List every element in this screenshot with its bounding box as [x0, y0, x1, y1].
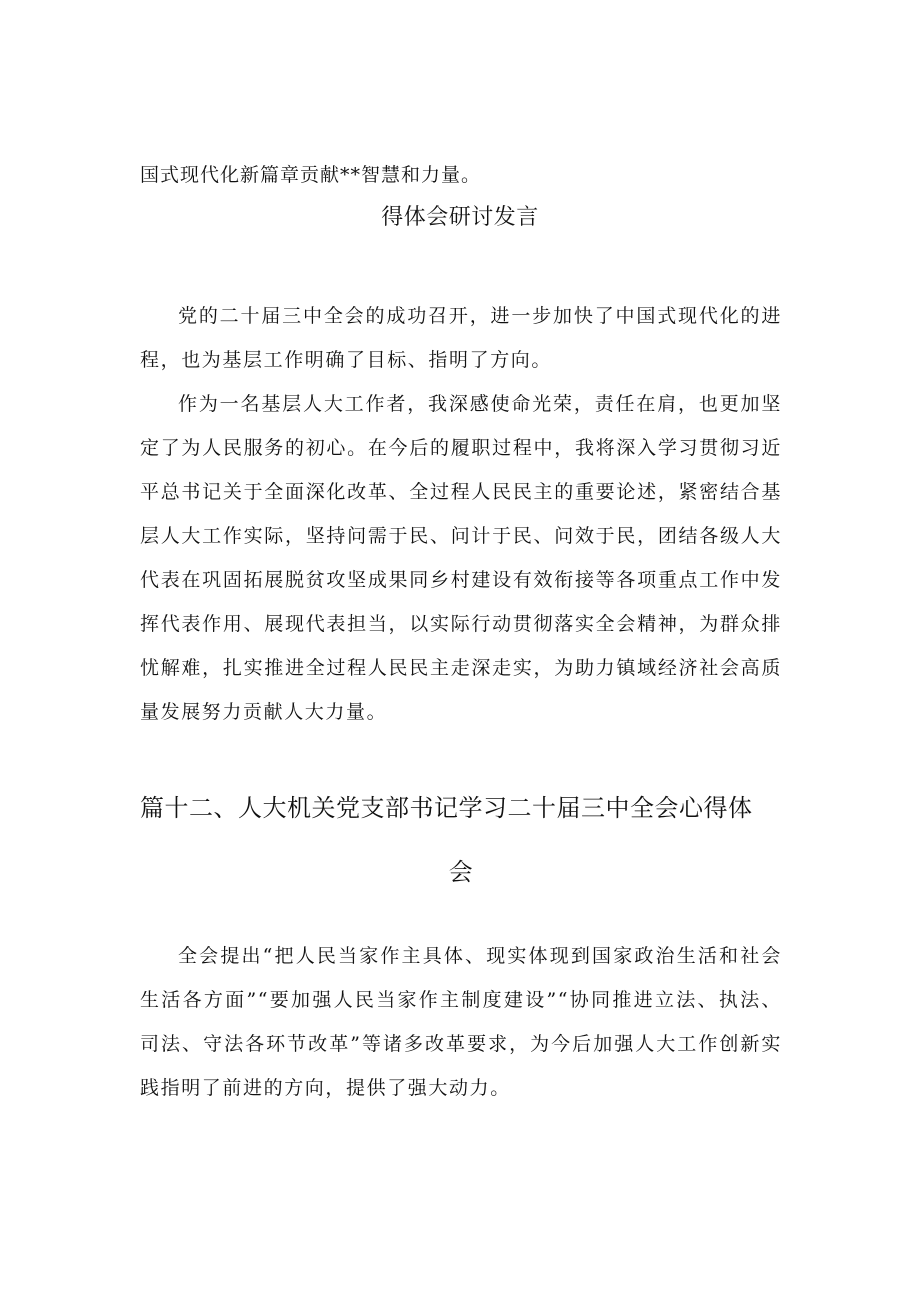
paragraph: 党的二十届三中全会的成功召开，进一步加快了中国式现代化的进程，也为基层工作明确了目标、指明了方向。 — [140, 305, 782, 371]
paragraph: 全会提出“把人民当家作主具体、现实体现到国家政治生活和社会生活各方面”“要加强人民当家作主制度建设”“协同推进立法、执法、司法、守法各环节改革”等诸多改革要求，为今后加强人大工作创新实践指明了前进的方向，提供了强大动力。 — [140, 945, 782, 1099]
chapter-title-line: 会 — [448, 858, 474, 886]
section-title: 得体会研讨发言 — [381, 205, 539, 230]
continuation-line: 国式现代化新篇章贡献**智慧和力量。 — [140, 164, 482, 186]
chapter-title — [140, 776, 782, 904]
paragraph: 作为一名基层人大工作者，我深感使命光荣，责任在肩，也更加坚定了为人民服务的初心。在今后的履职过程中，我将深入学习贯彻习近平总书记关于全面深化改革、全过程人民民主的重要论述，紧密结合基层人大工作实际，坚持问需于民、问计于民、问效于民，团结各级人大代表在巩固拓展脱贫攻坚成果同乡村建设有效衔接等各项重点工作中发挥代表作用、展现代表担当，以实际行动贯彻落实全会精神，为群众排忧解难，扎实推进全过程人民民主走深走实，为助力镇域经济社会高质量发展努力贡献人大力量。 — [140, 393, 782, 723]
chapter-title-line: 篇十二、人大机关党支部书记学习二十届三中全会心得体 — [140, 794, 753, 822]
